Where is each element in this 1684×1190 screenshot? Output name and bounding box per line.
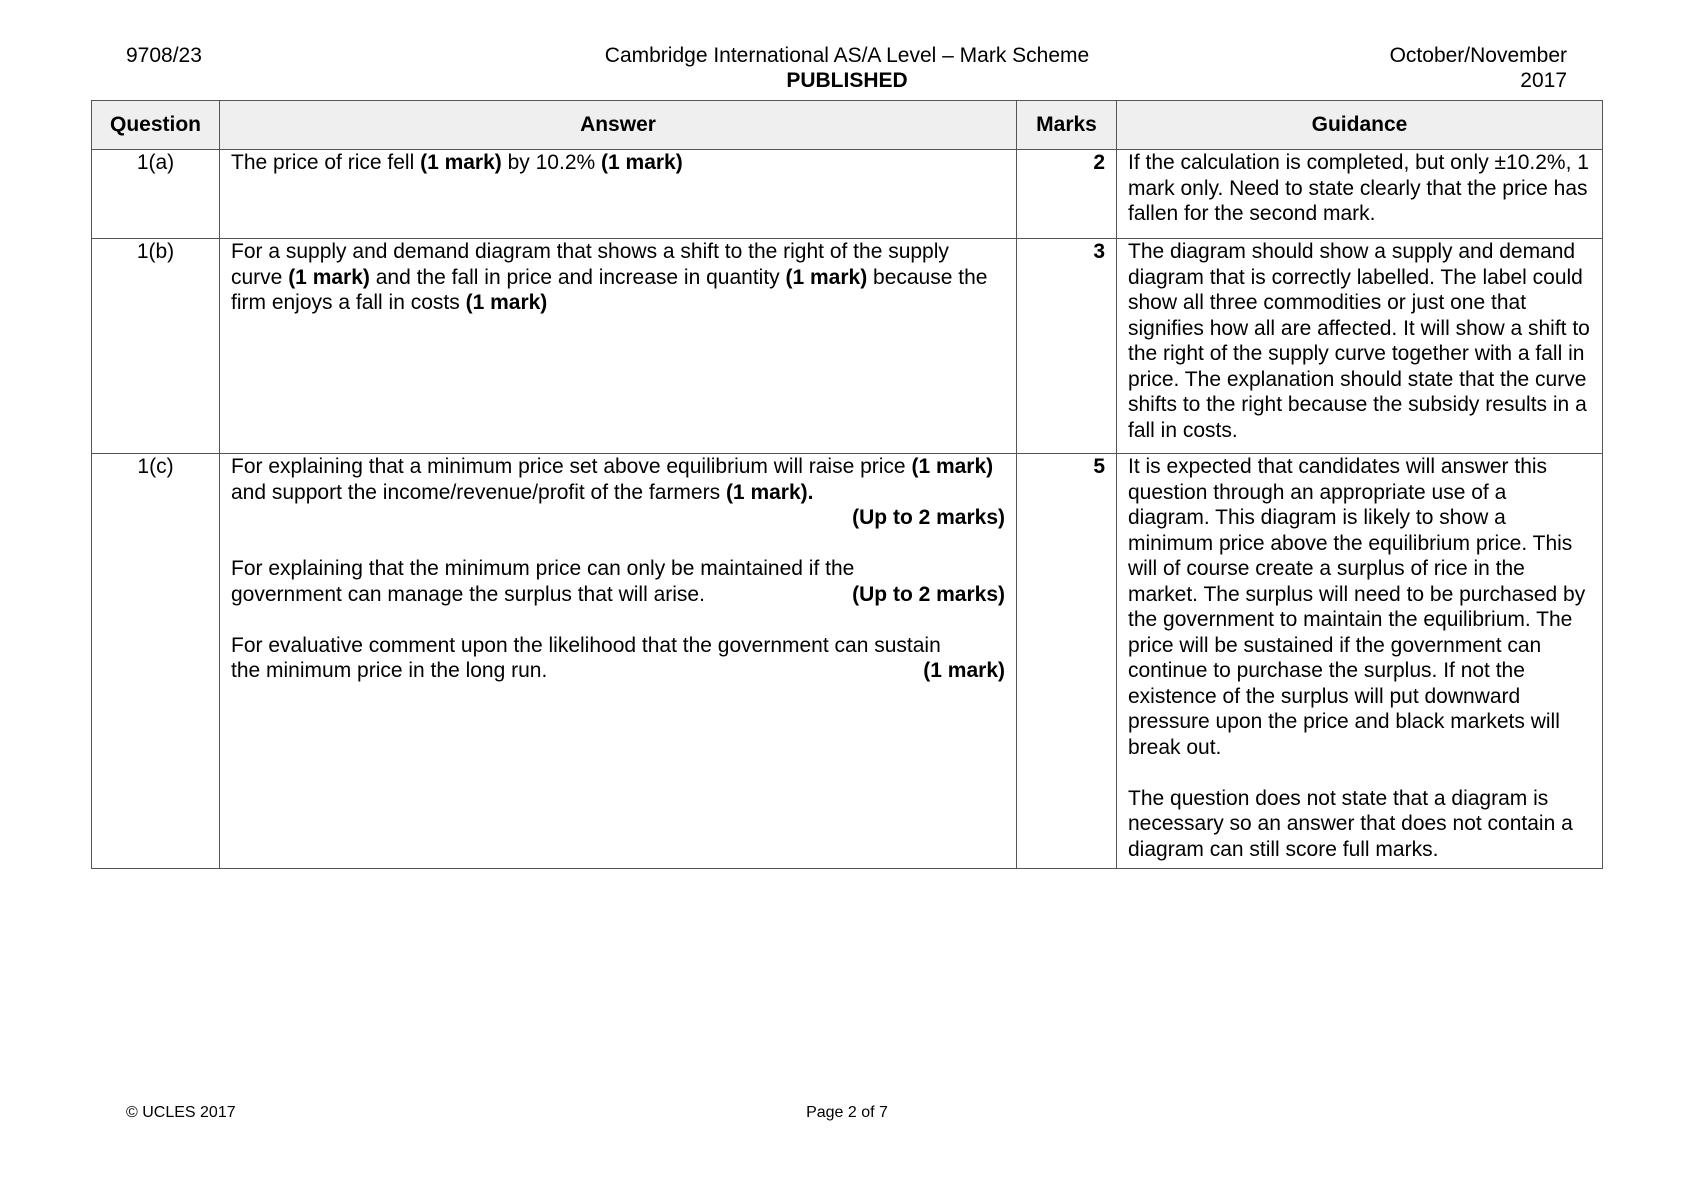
mark-allocation: (1 mark). xyxy=(725,480,814,504)
header-answer: Answer xyxy=(220,101,1017,150)
mark-allocation: (Up to 2 marks) xyxy=(852,582,1005,606)
answer-text: For explaining that a minimum price set above equilibrium will raise price xyxy=(231,455,912,478)
question-number: 1(b) xyxy=(92,239,220,454)
mark-allocation: (1 mark) xyxy=(420,151,502,174)
mark-allocation: (Up to 2 marks) xyxy=(852,506,1005,529)
copyright-notice: © UCLES 2017 xyxy=(126,1104,236,1121)
mark-allocation: (1 mark) xyxy=(911,455,994,478)
table-row xyxy=(92,454,1603,869)
guidance-cell xyxy=(1117,454,1603,869)
mark-allocation: (1 mark) xyxy=(288,265,370,289)
title-text: Cambridge International AS/A Level – Mark Scheme xyxy=(604,44,1090,67)
answer-text: The price of rice fell xyxy=(231,151,421,174)
table-row xyxy=(92,150,1603,239)
question-number: 1(a) xyxy=(92,150,220,239)
exam-session xyxy=(1390,43,1567,93)
answer-cell xyxy=(220,239,1017,454)
mark-allocation: (1 mark) xyxy=(601,151,683,174)
session-year: 2017 xyxy=(1520,69,1567,92)
guidance-text: It is expected that candidates will answer this question through an appropriate use of a diagram. This diagram is likely to show a minimum price above the equilibrium price. This will of course create a surplus of rice in the market. The surplus will need to be purchased by the government to maintain the equilibrium. The price will be sustained if the government can continue to purchase the surplus. If not the existence of the surplus will put downward pressure upon the price and black markets will break out. xyxy=(1128,455,1586,759)
table-row xyxy=(92,239,1603,454)
answer-text: the minimum price in the long run. xyxy=(231,659,548,682)
mark-allocation: (1 mark) xyxy=(465,291,548,314)
header-question: Question xyxy=(92,101,220,150)
answer-text: For a supply and demand diagram that shows a shift to the right of the supply curve xyxy=(231,240,949,289)
answer-text: because the firm enjoys a fall in costs xyxy=(231,265,988,314)
guidance-text: The question does not state that a diagram is necessary so an answer that does not contain a diagram can still score full marks. xyxy=(1128,786,1573,861)
page-number: Page 2 of 7 xyxy=(806,1104,888,1121)
marks-value: 3 xyxy=(1017,239,1117,454)
mark-allocation: (1 mark) xyxy=(785,265,868,289)
question-number: 1(c) xyxy=(92,454,220,869)
answer-text: and support the income/revenue/profit of the farmers xyxy=(231,480,726,504)
mark-scheme-table xyxy=(91,100,1603,869)
answer-paragraph xyxy=(231,454,1005,531)
status-label: PUBLISHED xyxy=(786,69,908,92)
marks-value: 5 xyxy=(1017,454,1117,869)
header-guidance: Guidance xyxy=(1117,101,1603,150)
answer-cell xyxy=(220,454,1017,869)
answer-paragraph xyxy=(231,556,1005,607)
answer-paragraph xyxy=(231,633,1005,684)
answer-text: by 10.2% xyxy=(501,151,602,174)
answer-text: For evaluative comment upon the likelihood that the government can sustain xyxy=(231,633,941,657)
answer-text: government can manage the surplus that will arise. xyxy=(231,582,705,606)
header-marks: Marks xyxy=(1017,101,1117,150)
guidance-text: The diagram should show a supply and demand diagram that is correctly labelled. The label could show all three commodities or just one that signifies how all are affected. It will show a shift to the right of the supply curve together with a fall in price. The explanation should state that the curve shifts to the right because the subsidy results in a fall in costs. xyxy=(1117,239,1603,454)
answer-cell xyxy=(220,150,1017,239)
answer-text: For explaining that the minimum price can only be maintained if the xyxy=(231,557,855,580)
guidance-text: If the calculation is completed, but only ±10.2%, 1 mark only. Need to state clearly that the price has fallen for the second mark. xyxy=(1117,150,1603,239)
mark-allocation: (1 mark) xyxy=(923,659,1005,682)
paper-code: 9708/23 xyxy=(126,44,202,67)
table-header-row xyxy=(92,101,1603,150)
session-month: October/November xyxy=(1389,44,1567,67)
answer-text: and the fall in price and increase in quantity xyxy=(369,265,786,289)
marks-value: 2 xyxy=(1017,150,1117,239)
